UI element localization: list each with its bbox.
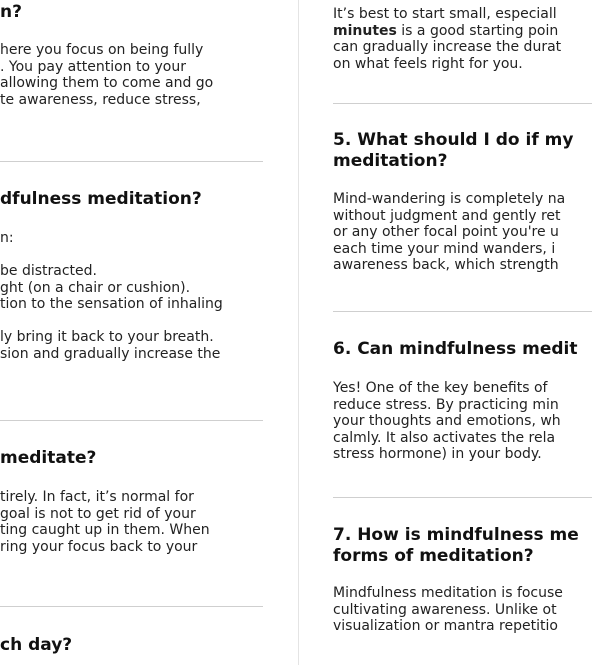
answer-line: your thoughts and emotions, wh (333, 413, 561, 429)
answer-line: awareness back, which strength (333, 257, 559, 273)
faq-answer-3 (0, 489, 263, 555)
faq-answer-1 (0, 42, 263, 108)
answer-line: be distracted. (0, 263, 97, 279)
section-divider (333, 497, 592, 498)
bold-duration: minutes (333, 22, 397, 39)
faq-heading-6-text: 6. Can mindfulness medit (333, 339, 578, 359)
answer-line: Mindfulness meditation is focuse (333, 585, 563, 601)
answer-line: Yes! One of the key benefits of (333, 380, 548, 396)
answer-line: visualization or mantra repetitio (333, 618, 558, 634)
section-divider (0, 606, 263, 607)
answer-line: tirely. In fact, it’s normal for (0, 489, 194, 505)
faq-heading-4 (0, 635, 263, 656)
faq-heading-5-line: 5. What should I do if my (333, 130, 574, 150)
section-divider (0, 161, 263, 162)
answer-line: on what feels right for you. (333, 55, 523, 72)
answer-line: ght (on a chair or cushion). (0, 279, 191, 296)
answer-line: reduce stress. By practicing min (333, 396, 559, 413)
answer-line: n: (0, 230, 14, 246)
faq-heading-7-line: 7. How is mindfulness me (333, 525, 579, 545)
answer-line: goal is not to get rid of your (0, 505, 196, 522)
answer-line: cultivating awareness. Unlike ot (333, 601, 557, 618)
faq-heading-2-text: dfulness meditation? (0, 189, 202, 209)
answer-line (0, 247, 263, 264)
faq-answer-6 (333, 380, 592, 463)
answer-line: can gradually increase the durat (333, 39, 562, 55)
answer-line: tion to the sensation of inhaling (0, 296, 223, 312)
answer-line: sion and gradually increase the (0, 345, 221, 362)
faq-heading-5-line: meditation? (333, 151, 448, 171)
answer-line: It’s best to start small, especiall (333, 6, 557, 22)
section-divider (333, 311, 592, 312)
right-column (333, 0, 592, 665)
faq-heading-6 (333, 339, 592, 360)
column-separator (298, 0, 299, 665)
answer-line: without judgment and gently ret (333, 207, 561, 224)
faq-heading-5 (333, 130, 592, 172)
answer-line: ting caught up in them. When (0, 522, 210, 538)
answer-line: stress hormone) in your body. (333, 446, 542, 462)
faq-answer-2 (0, 230, 263, 362)
answer-line (0, 313, 263, 330)
faq-heading-1-text: n? (0, 2, 22, 22)
faq-heading-4-text: ch day? (0, 635, 73, 655)
faq-answer-4-tail (333, 6, 592, 72)
answer-line: here you focus on being fully (0, 42, 204, 58)
answer-line-rest: is a good starting poin (396, 22, 559, 39)
faq-answer-5 (333, 191, 592, 274)
answer-line: te awareness, reduce stress, (0, 91, 201, 108)
faq-heading-3 (0, 448, 263, 469)
left-column (0, 0, 263, 665)
answer-line: each time your mind wanders, i (333, 240, 556, 257)
answer-line: ring your focus back to your (0, 538, 198, 555)
faq-heading-7 (333, 525, 592, 567)
answer-line: . You pay attention to your (0, 58, 186, 75)
faq-heading-1 (0, 2, 263, 23)
faq-heading-3-text: meditate? (0, 448, 97, 468)
section-divider (333, 103, 592, 104)
answer-line: or any other focal point you're u (333, 224, 559, 240)
answer-line: calmly. It also activates the rela (333, 429, 556, 446)
answer-line: Mind-wandering is completely na (333, 191, 566, 207)
answer-line (333, 23, 592, 40)
answer-line: ly bring it back to your breath. (0, 329, 214, 345)
section-divider (0, 420, 263, 421)
faq-heading-2 (0, 189, 263, 210)
faq-answer-7 (333, 585, 592, 635)
answer-line: allowing them to come and go (0, 75, 214, 91)
faq-heading-7-line: forms of meditation? (333, 546, 534, 566)
